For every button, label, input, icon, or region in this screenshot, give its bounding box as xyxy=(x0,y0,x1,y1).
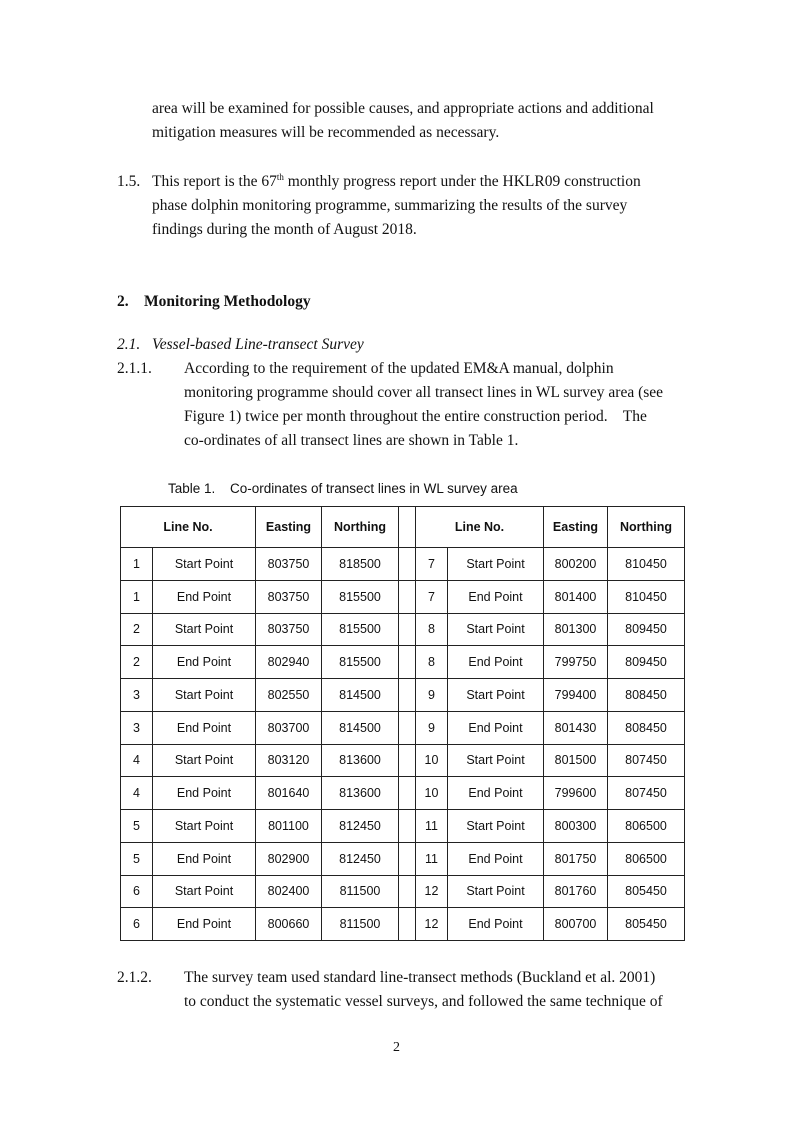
cell-point-right: End Point xyxy=(448,908,544,941)
paragraph-2-1-1-line3: Figure 1) twice per month throughout the entire construction period. The xyxy=(184,408,647,425)
cell-point-right: End Point xyxy=(448,580,544,613)
cell-spacer xyxy=(399,842,416,875)
cell-line-no-left: 6 xyxy=(121,908,153,941)
cell-northing-right: 808450 xyxy=(608,679,685,712)
cell-point-left: End Point xyxy=(153,711,256,744)
cell-easting-right: 800300 xyxy=(544,810,608,843)
cell-northing-right: 809450 xyxy=(608,646,685,679)
cell-easting-left: 801640 xyxy=(256,777,322,810)
table-row xyxy=(121,777,685,810)
cell-spacer xyxy=(399,777,416,810)
cell-line-no-right: 10 xyxy=(416,744,448,777)
cell-spacer xyxy=(399,679,416,712)
cell-easting-left: 803750 xyxy=(256,548,322,581)
cell-point-left: End Point xyxy=(153,777,256,810)
ordinal-superscript: th xyxy=(276,172,284,182)
cell-line-no-right: 12 xyxy=(416,908,448,941)
cell-line-no-right: 7 xyxy=(416,580,448,613)
cell-easting-left: 802550 xyxy=(256,679,322,712)
table-1-caption-label: Table 1. xyxy=(168,481,216,496)
cell-easting-left: 802900 xyxy=(256,842,322,875)
cell-easting-right: 800200 xyxy=(544,548,608,581)
cell-spacer xyxy=(399,711,416,744)
table-row xyxy=(121,646,685,679)
cell-line-no-left: 6 xyxy=(121,875,153,908)
cell-easting-left: 802940 xyxy=(256,646,322,679)
paragraph-2-1-2-line1: The survey team used standard line-transect methods (Buckland et al. 2001) xyxy=(184,969,656,986)
cell-easting-left: 803120 xyxy=(256,744,322,777)
cell-point-right: Start Point xyxy=(448,810,544,843)
cell-point-left: Start Point xyxy=(153,679,256,712)
subsection-2-1-title: Vessel-based Line-transect Survey xyxy=(152,336,364,353)
cell-point-left: End Point xyxy=(153,842,256,875)
cell-line-no-right: 9 xyxy=(416,711,448,744)
cell-easting-right: 801300 xyxy=(544,613,608,646)
section-2-title: Monitoring Methodology xyxy=(144,293,311,310)
cell-easting-right: 801500 xyxy=(544,744,608,777)
paragraph-continuation-line1: area will be examined for possible causes, and appropriate actions and additional xyxy=(152,100,654,117)
paragraph-1-5-line1: This report is the 67th monthly progress report under the HKLR09 construction xyxy=(152,172,641,190)
header-line-no-right: Line No. xyxy=(416,507,544,548)
cell-northing-right: 809450 xyxy=(608,613,685,646)
cell-line-no-right: 9 xyxy=(416,679,448,712)
table-row xyxy=(121,908,685,941)
header-line-no-left: Line No. xyxy=(121,507,256,548)
paragraph-2-1-1-line2: monitoring programme should cover all transect lines in WL survey area (see xyxy=(184,384,664,401)
cell-easting-right: 801760 xyxy=(544,875,608,908)
cell-point-left: Start Point xyxy=(153,548,256,581)
table-row xyxy=(121,548,685,581)
cell-spacer xyxy=(399,744,416,777)
cell-point-right: Start Point xyxy=(448,679,544,712)
cell-northing-left: 815500 xyxy=(322,580,399,613)
cell-northing-left: 811500 xyxy=(322,908,399,941)
cell-point-right: Start Point xyxy=(448,613,544,646)
paragraph-1-5-line2: phase dolphin monitoring programme, summarizing the results of the survey xyxy=(152,197,628,214)
header-northing-left: Northing xyxy=(322,507,399,548)
cell-easting-right: 800700 xyxy=(544,908,608,941)
transect-coordinates-table xyxy=(120,506,685,941)
paragraph-2-1-2-number: 2.1.2. xyxy=(117,969,152,986)
paragraph-2-1-1-line4: co-ordinates of all transect lines are shown in Table 1. xyxy=(184,432,519,449)
cell-line-no-left: 5 xyxy=(121,842,153,875)
paragraph-2-1-1-line1: According to the requirement of the updated EM&A manual, dolphin xyxy=(184,360,614,377)
cell-spacer xyxy=(399,810,416,843)
table-row xyxy=(121,810,685,843)
cell-northing-left: 818500 xyxy=(322,548,399,581)
cell-easting-left: 800660 xyxy=(256,908,322,941)
cell-spacer xyxy=(399,613,416,646)
table-1-caption xyxy=(168,481,518,496)
cell-northing-left: 815500 xyxy=(322,646,399,679)
cell-line-no-left: 5 xyxy=(121,810,153,843)
cell-line-no-right: 11 xyxy=(416,810,448,843)
table-row xyxy=(121,679,685,712)
cell-northing-right: 810450 xyxy=(608,580,685,613)
cell-northing-left: 814500 xyxy=(322,679,399,712)
table-1-caption-text: Co-ordinates of transect lines in WL survey area xyxy=(230,481,518,496)
cell-northing-right: 806500 xyxy=(608,810,685,843)
cell-line-no-right: 10 xyxy=(416,777,448,810)
cell-spacer xyxy=(399,646,416,679)
page-number: 2 xyxy=(393,1040,400,1055)
cell-easting-right: 801750 xyxy=(544,842,608,875)
cell-northing-right: 808450 xyxy=(608,711,685,744)
cell-line-no-left: 1 xyxy=(121,548,153,581)
cell-northing-right: 805450 xyxy=(608,875,685,908)
cell-spacer xyxy=(399,908,416,941)
paragraph-2-1-2-line2: to conduct the systematic vessel surveys, and followed the same technique of xyxy=(184,993,663,1010)
cell-line-no-right: 7 xyxy=(416,548,448,581)
cell-easting-right: 799750 xyxy=(544,646,608,679)
cell-point-left: Start Point xyxy=(153,613,256,646)
cell-northing-left: 814500 xyxy=(322,711,399,744)
cell-line-no-left: 1 xyxy=(121,580,153,613)
paragraph-1-5-line3: findings during the month of August 2018. xyxy=(152,221,417,238)
cell-point-left: Start Point xyxy=(153,810,256,843)
paragraph-continuation-line2: mitigation measures will be recommended as necessary. xyxy=(152,124,500,141)
cell-northing-left: 812450 xyxy=(322,810,399,843)
cell-easting-left: 803700 xyxy=(256,711,322,744)
cell-point-left: End Point xyxy=(153,908,256,941)
table-row xyxy=(121,711,685,744)
paragraph-2-1-1-number: 2.1.1. xyxy=(117,360,152,377)
cell-spacer xyxy=(399,875,416,908)
cell-easting-right: 799400 xyxy=(544,679,608,712)
cell-line-no-left: 3 xyxy=(121,711,153,744)
cell-line-no-right: 11 xyxy=(416,842,448,875)
cell-northing-right: 810450 xyxy=(608,548,685,581)
cell-point-right: End Point xyxy=(448,711,544,744)
cell-northing-left: 813600 xyxy=(322,777,399,810)
cell-point-right: Start Point xyxy=(448,875,544,908)
cell-line-no-right: 8 xyxy=(416,646,448,679)
subsection-2-1-number: 2.1. xyxy=(117,336,141,353)
cell-point-right: Start Point xyxy=(448,548,544,581)
header-easting-left: Easting xyxy=(256,507,322,548)
cell-easting-left: 803750 xyxy=(256,613,322,646)
cell-line-no-left: 2 xyxy=(121,613,153,646)
cell-line-no-left: 4 xyxy=(121,777,153,810)
cell-northing-left: 815500 xyxy=(322,613,399,646)
cell-point-left: Start Point xyxy=(153,875,256,908)
cell-spacer xyxy=(399,548,416,581)
header-spacer xyxy=(399,507,416,548)
table-header-row xyxy=(121,507,685,548)
table-row xyxy=(121,613,685,646)
cell-easting-left: 803750 xyxy=(256,580,322,613)
cell-point-right: Start Point xyxy=(448,744,544,777)
cell-line-no-right: 12 xyxy=(416,875,448,908)
cell-line-no-right: 8 xyxy=(416,613,448,646)
cell-easting-right: 801400 xyxy=(544,580,608,613)
section-2-number: 2. xyxy=(117,293,129,310)
table-row xyxy=(121,875,685,908)
table-body xyxy=(121,548,685,941)
paragraph-1-5-number: 1.5. xyxy=(117,173,141,190)
table-row xyxy=(121,580,685,613)
cell-northing-right: 807450 xyxy=(608,777,685,810)
cell-point-right: End Point xyxy=(448,842,544,875)
cell-northing-right: 806500 xyxy=(608,842,685,875)
cell-northing-left: 811500 xyxy=(322,875,399,908)
cell-easting-right: 801430 xyxy=(544,711,608,744)
table-row xyxy=(121,842,685,875)
cell-point-right: End Point xyxy=(448,777,544,810)
cell-easting-right: 799600 xyxy=(544,777,608,810)
cell-line-no-left: 3 xyxy=(121,679,153,712)
cell-line-no-left: 4 xyxy=(121,744,153,777)
cell-point-right: End Point xyxy=(448,646,544,679)
cell-easting-left: 801100 xyxy=(256,810,322,843)
cell-northing-right: 807450 xyxy=(608,744,685,777)
header-easting-right: Easting xyxy=(544,507,608,548)
cell-line-no-left: 2 xyxy=(121,646,153,679)
cell-northing-right: 805450 xyxy=(608,908,685,941)
cell-point-left: Start Point xyxy=(153,744,256,777)
cell-spacer xyxy=(399,580,416,613)
cell-northing-left: 813600 xyxy=(322,744,399,777)
header-northing-right: Northing xyxy=(608,507,685,548)
cell-point-left: End Point xyxy=(153,646,256,679)
cell-easting-left: 802400 xyxy=(256,875,322,908)
table-row xyxy=(121,744,685,777)
cell-northing-left: 812450 xyxy=(322,842,399,875)
cell-point-left: End Point xyxy=(153,580,256,613)
